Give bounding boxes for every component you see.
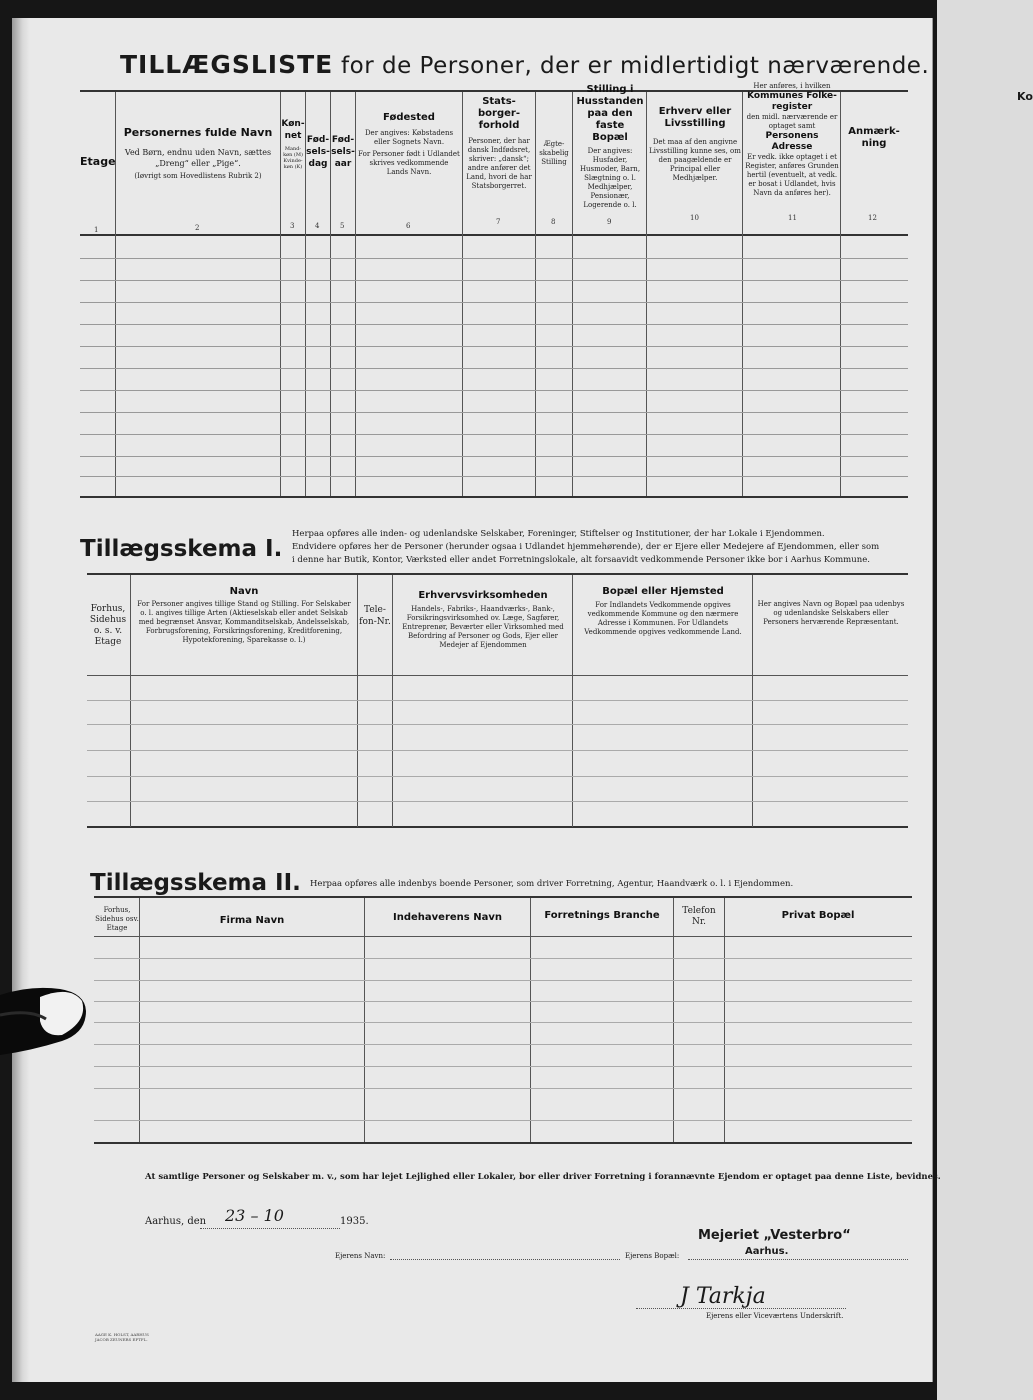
list-header-name: Personernes fulde Navn Ved Børn, endnu uden Navn, sættes „Dreng“ eller „Pige“. (Iøvrigt som Hovedlistens Rubrik 2) bbox=[123, 126, 273, 180]
owner-name-label: Ejerens Navn: bbox=[335, 1252, 386, 1260]
skema1-header-representative: Her angives Navn og Bopæl paa udenbys og udenlandske Selskabers eller Personers herværende Repræsentant. bbox=[757, 600, 905, 626]
footer-statement: At samtlige Personer og Selskaber m. v., som har lejet Lejlighed eller Lokaler, bor eller driver Forretning i forannævnte Ejendom er optaget paa denne Liste, bevidnes. bbox=[145, 1172, 941, 1182]
skema2-bottom-border bbox=[94, 1142, 912, 1144]
form-title bbox=[120, 50, 929, 79]
skema1-header-name: Navn For Personer angives tillige Stand og Stilling. For Selskaber o. l. angives tillige Arten (Aktieselskab eller andet Selskab med begrænset Ansvar, Kommanditselskab, Andelsselskab, Forbrugsforening, Forsikringsforening, Kreditforening, Hypotekforening, Sparekasse o. l.) bbox=[137, 586, 351, 644]
skema1-title: Tillægsskema I. bbox=[80, 536, 283, 562]
skema2-title: Tillægsskema II. bbox=[90, 870, 301, 896]
skema2-col-line bbox=[139, 898, 140, 1142]
skema1-intro-line1: Herpaa opføres alle inden- og udenlandske Selskaber, Foreninger, Stiftelser og Institutioner, der har Lokale i Ejendommen. bbox=[292, 529, 825, 539]
footer-year: 1935. bbox=[340, 1216, 369, 1227]
skema2-header-bottom bbox=[94, 936, 912, 937]
page-binding bbox=[12, 18, 30, 1382]
list-col-line bbox=[646, 92, 647, 496]
list-col-line bbox=[115, 92, 116, 496]
skema2-header-firm: Firma Navn bbox=[219, 915, 285, 926]
list-colnum: 3 bbox=[290, 222, 295, 230]
handwritten-date: 23 – 10 bbox=[225, 1206, 284, 1225]
skema2-row-line bbox=[94, 1066, 912, 1067]
list-header-citizenship: Stats-borger-forhold Personer, der har dansk Indfødsret, skriver: „dansk“; andre anfører det Land, hvori de har Statsborgerret. bbox=[466, 96, 532, 190]
skema2-header-owner: Indehaverens Navn bbox=[393, 912, 502, 923]
skema1-col-line bbox=[130, 575, 131, 827]
list-bottom-border bbox=[80, 496, 908, 498]
footer-place: Aarhus, den bbox=[145, 1216, 207, 1227]
list-colnum: 5 bbox=[340, 222, 345, 230]
skema1-col-line bbox=[572, 575, 573, 827]
skema1-row-line bbox=[87, 801, 908, 802]
list-header-household: Stilling i Husstanden paa den faste Bopæl Der angives: Husfader, Husmoder, Barn, Slægtning o. l. Medhjælper, Pensionær, Logerende o. l. bbox=[576, 84, 644, 209]
list-colnum: 12 bbox=[868, 214, 877, 222]
list-col-line bbox=[572, 92, 573, 496]
list-header-birthplace: Fødested Der angives: Købstadens eller Sognets Navn. For Personer født i Udlandet skrives vedkommende Lands Navn. bbox=[358, 112, 460, 176]
list-row-line bbox=[80, 324, 908, 325]
skema2-col-line bbox=[673, 898, 674, 1142]
skema2-row-line bbox=[94, 1001, 912, 1002]
skema1-intro-line2: Endvidere opføres her de Personer (herunder ogsaa i Udlandet hjemmehørende), der er Ejere eller Medejere af Ejendommen, eller som bbox=[292, 542, 880, 552]
skema1-row-line bbox=[87, 700, 908, 701]
skema1-col-line bbox=[752, 575, 753, 827]
list-header-etage: Etage bbox=[80, 155, 116, 168]
list-header-register: Her anføres, i hvilken Kommunes Folke-register den midl. nærværende er optaget samt Personens Adresse Er vedk. ikke optaget i et Register, anføres Grunden hertil (eventuelt, at vedk. er bosat i Udlandet, hvis Navn da anføres her). bbox=[745, 82, 839, 197]
owner-address-line bbox=[688, 1259, 908, 1260]
skema1-bottom-border bbox=[87, 826, 908, 828]
list-colnum: 9 bbox=[607, 218, 612, 226]
list-row-line bbox=[80, 412, 908, 413]
list-header-birthyear: Fød-sels-aar bbox=[331, 135, 355, 169]
list-header-occupation: Erhverv eller Livsstilling Det maa af den angivne Livsstilling kunne ses, om den paagældende er Principal eller Medhjælper. bbox=[649, 106, 741, 182]
skema1-col-line bbox=[392, 575, 393, 827]
skema1-row-line bbox=[87, 776, 908, 777]
list-colnum: 8 bbox=[551, 218, 556, 226]
list-colnum: 4 bbox=[315, 222, 320, 230]
list-colnum: 6 bbox=[406, 222, 411, 230]
skema1-header-business: Erhvervsvirksomheden Handels-, Fabriks-, Haandværks-, Bank-, Forsikringsvirksomhed ov. Læge, Sagfører, Entreprenør, Beværter eller Virksomhed med Befordring af Personer og Gods, Ejer eller Medejer af Ejendommen bbox=[402, 590, 564, 649]
list-colnum: 2 bbox=[195, 224, 200, 232]
list-colnum: 10 bbox=[690, 214, 699, 222]
signature: J Tarkja bbox=[680, 1284, 766, 1309]
thumb-image bbox=[0, 975, 90, 1065]
skema1-top-border bbox=[87, 573, 908, 575]
skema2-header-branch: Forretnings Branche bbox=[544, 910, 660, 921]
list-col-line bbox=[462, 92, 463, 496]
skema2-row-line bbox=[94, 1044, 912, 1045]
list-row-line bbox=[80, 346, 908, 347]
owner-stamp-line1: Mejeriet „Vesterbro“ bbox=[698, 1228, 851, 1243]
skema2-col-line bbox=[530, 898, 531, 1142]
list-header-birthday: Fød-sels-dag bbox=[306, 135, 330, 169]
skema1-row-line bbox=[87, 724, 908, 725]
list-header-marital: Ægte-skabelig Stilling bbox=[539, 140, 569, 166]
skema1-intro-line3: i denne har Butik, Kontor, Værksted eller andet Forretningslokale, alt forsaavidt vedkommende Personer ikke bor i Aarhus Kommune. bbox=[292, 555, 870, 565]
list-row-line bbox=[80, 280, 908, 281]
skema2-header-address: Privat Bopæl bbox=[781, 910, 855, 921]
owner-name-line bbox=[390, 1259, 620, 1260]
signature-label: Ejerens eller Viceværtens Underskrift. bbox=[706, 1312, 844, 1320]
list-header-bottom bbox=[80, 234, 908, 236]
list-colnum: 7 bbox=[496, 218, 501, 226]
form-title-bold: TILLÆGSLISTE bbox=[120, 50, 334, 79]
printer-mark: AAGE K. HOLST, AARHUS JACOB ZEUNERS EFTFL. bbox=[95, 1332, 149, 1342]
list-header-gender: Køn-net Mand-køn (M) Kvinde-køn (K) bbox=[281, 119, 305, 170]
list-row-line bbox=[80, 258, 908, 259]
owner-address-label: Ejerens Bopæl: bbox=[625, 1252, 680, 1260]
list-col-line bbox=[840, 92, 841, 496]
skema2-header-floor: Forhus, Sidehus osv. Etage bbox=[95, 906, 139, 932]
list-colnum: 11 bbox=[788, 214, 797, 222]
adjacent-page bbox=[937, 0, 1033, 1400]
skema2-row-line bbox=[94, 1120, 912, 1121]
skema2-row-line bbox=[94, 1022, 912, 1023]
skema1-header-phone: Tele-fon-Nr. bbox=[359, 605, 391, 627]
list-col-line bbox=[742, 92, 743, 496]
list-row-line bbox=[80, 302, 908, 303]
list-row-line bbox=[80, 390, 908, 391]
skema1-row-line bbox=[87, 750, 908, 751]
skema1-header-residence: Bopæl eller Hjemsted For Indlandets Vedkommende opgives vedkommende Kommune og den nærmere Adresse i Kommunen. For Udlandets Vedkommende opgives vedkommende Land. bbox=[584, 586, 742, 636]
list-row-line bbox=[80, 456, 908, 457]
skema2-row-line bbox=[94, 980, 912, 981]
form-title-rest: for de Personer, der er midlertidigt nærværende. bbox=[341, 53, 930, 79]
skema2-row-line bbox=[94, 1088, 912, 1089]
date-line bbox=[200, 1228, 340, 1229]
skema2-top-border bbox=[94, 896, 912, 898]
skema2-row-line bbox=[94, 958, 912, 959]
signature-line bbox=[636, 1308, 846, 1309]
list-col-line bbox=[355, 92, 356, 496]
skema2-intro: Herpaa opføres alle indenbys boende Personer, som driver Forretning, Agentur, Haandværk o. l. i Ejendommen. bbox=[310, 879, 794, 889]
skema2-header-phone: Telefon Nr. bbox=[682, 906, 716, 927]
list-row-line bbox=[80, 368, 908, 369]
skema1-header-floor: Forhus, Sidehus o. s. v. Etage bbox=[89, 604, 127, 647]
list-header-remarks: Anmærk-ning bbox=[848, 126, 900, 149]
skema2-col-line bbox=[364, 898, 365, 1142]
adjacent-page-text: Ko bbox=[1017, 90, 1033, 103]
list-row-line bbox=[80, 434, 908, 435]
owner-stamp-line2: Aarhus. bbox=[745, 1246, 789, 1257]
skema2-col-line bbox=[724, 898, 725, 1142]
skema1-header-bottom bbox=[87, 675, 908, 676]
list-row-line bbox=[80, 476, 908, 477]
list-colnum: 1 bbox=[94, 226, 99, 234]
